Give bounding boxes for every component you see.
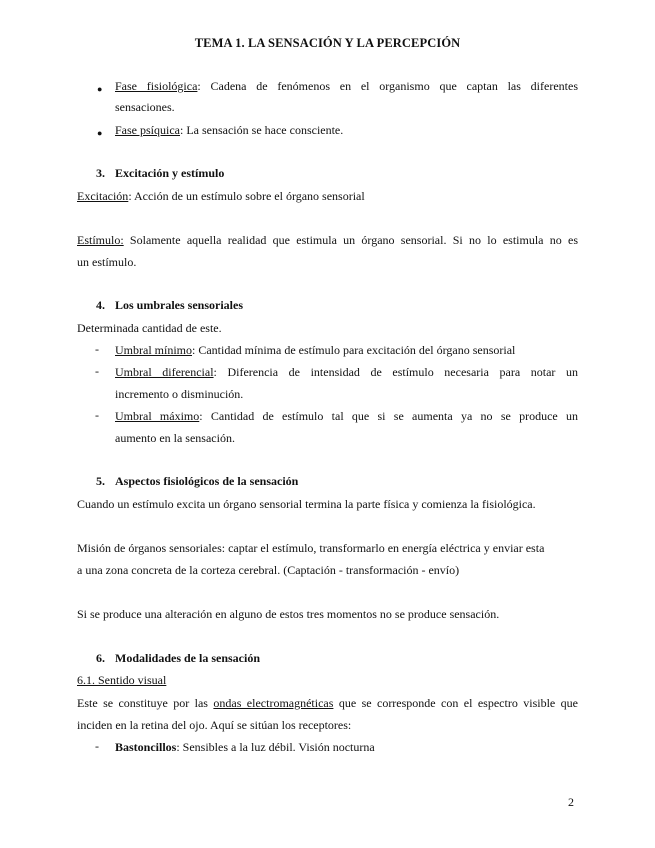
dash-marker: - — [95, 364, 99, 378]
subsection-6-1: 6.1. Sentido visual — [77, 673, 167, 687]
page-number: 2 — [568, 795, 574, 809]
umbral-diferencial: Umbral diferencial: Diferencia de intensidad de estímulo necesaria para notar un — [115, 365, 578, 379]
section-4-heading: 4. Los umbrales sensoriales — [96, 298, 244, 312]
page-title: TEMA 1. LA SENSACIÓN Y LA PERCEPCIÓN — [194, 36, 461, 50]
umbral-maximo-cont: aumento en la sensación. — [115, 431, 235, 445]
dash-marker: - — [95, 739, 99, 753]
section-6-p1: Este se constituye por las ondas electromagnéticas que se corresponde con el espectro visible que — [77, 696, 578, 710]
section-5-heading: 5. Aspectos fisiológicos de la sensación — [96, 474, 299, 488]
umbral-diferencial-cont: incremento o disminución. — [115, 387, 244, 401]
phase-psiquica: Fase psíquica: La sensación se hace consciente. — [115, 123, 344, 137]
umbral-maximo: Umbral máximo: Cantidad de estímulo tal que si se aumenta ya no se produce un — [115, 409, 579, 423]
dash-marker: - — [95, 342, 99, 356]
phase-fisiologica: Fase fisiológica: Cadena de fenómenos en el organismo que captan las diferentes — [115, 79, 578, 93]
estimulo-definition-cont: un estímulo. — [77, 255, 137, 269]
term-fase-psiquica: Fase psíquica — [115, 123, 180, 137]
dash-marker: - — [95, 408, 99, 422]
section-4-intro: Determinada cantidad de este. — [77, 321, 222, 335]
bullet-icon: ● — [97, 128, 103, 138]
umbral-minimo: Umbral mínimo: Cantidad mínima de estímulo para excitación del órgano sensorial — [115, 343, 516, 357]
phase-fisiologica-cont: sensaciones. — [115, 100, 175, 114]
section-3-heading: 3. Excitación y estímulo — [96, 166, 225, 180]
section-6-p1-cont: inciden en la retina del ojo. Aquí se sitúan los receptores: — [77, 718, 352, 732]
bastoncillos-item: Bastoncillos: Sensibles a la luz débil. Visión nocturna — [115, 740, 375, 754]
section-5-p3: Si se produce una alteración en alguno de estos tres momentos no se produce sensación. — [77, 607, 500, 621]
section-5-p2: Misión de órganos sensoriales: captar el estímulo, transformarlo en energía eléctrica y enviar esta — [77, 541, 545, 555]
excitacion-definition: Excitación: Acción de un estímulo sobre el órgano sensorial — [77, 189, 365, 203]
section-5-p1: Cuando un estímulo excita un órgano sensorial termina la parte física y comienza la fisiológica. — [77, 497, 536, 511]
bullet-icon: ● — [97, 84, 103, 94]
estimulo-definition: Estímulo: Solamente aquella realidad que estimula un órgano sensorial. Si no lo estimula no es — [77, 233, 578, 247]
section-5-p2-cont: a una zona concreta de la corteza cerebral. (Captación - transformación - envío) — [77, 563, 460, 577]
section-6-heading: 6. Modalidades de la sensación — [96, 651, 261, 665]
term-fase-fisiologica: Fase fisiológica — [115, 79, 198, 93]
